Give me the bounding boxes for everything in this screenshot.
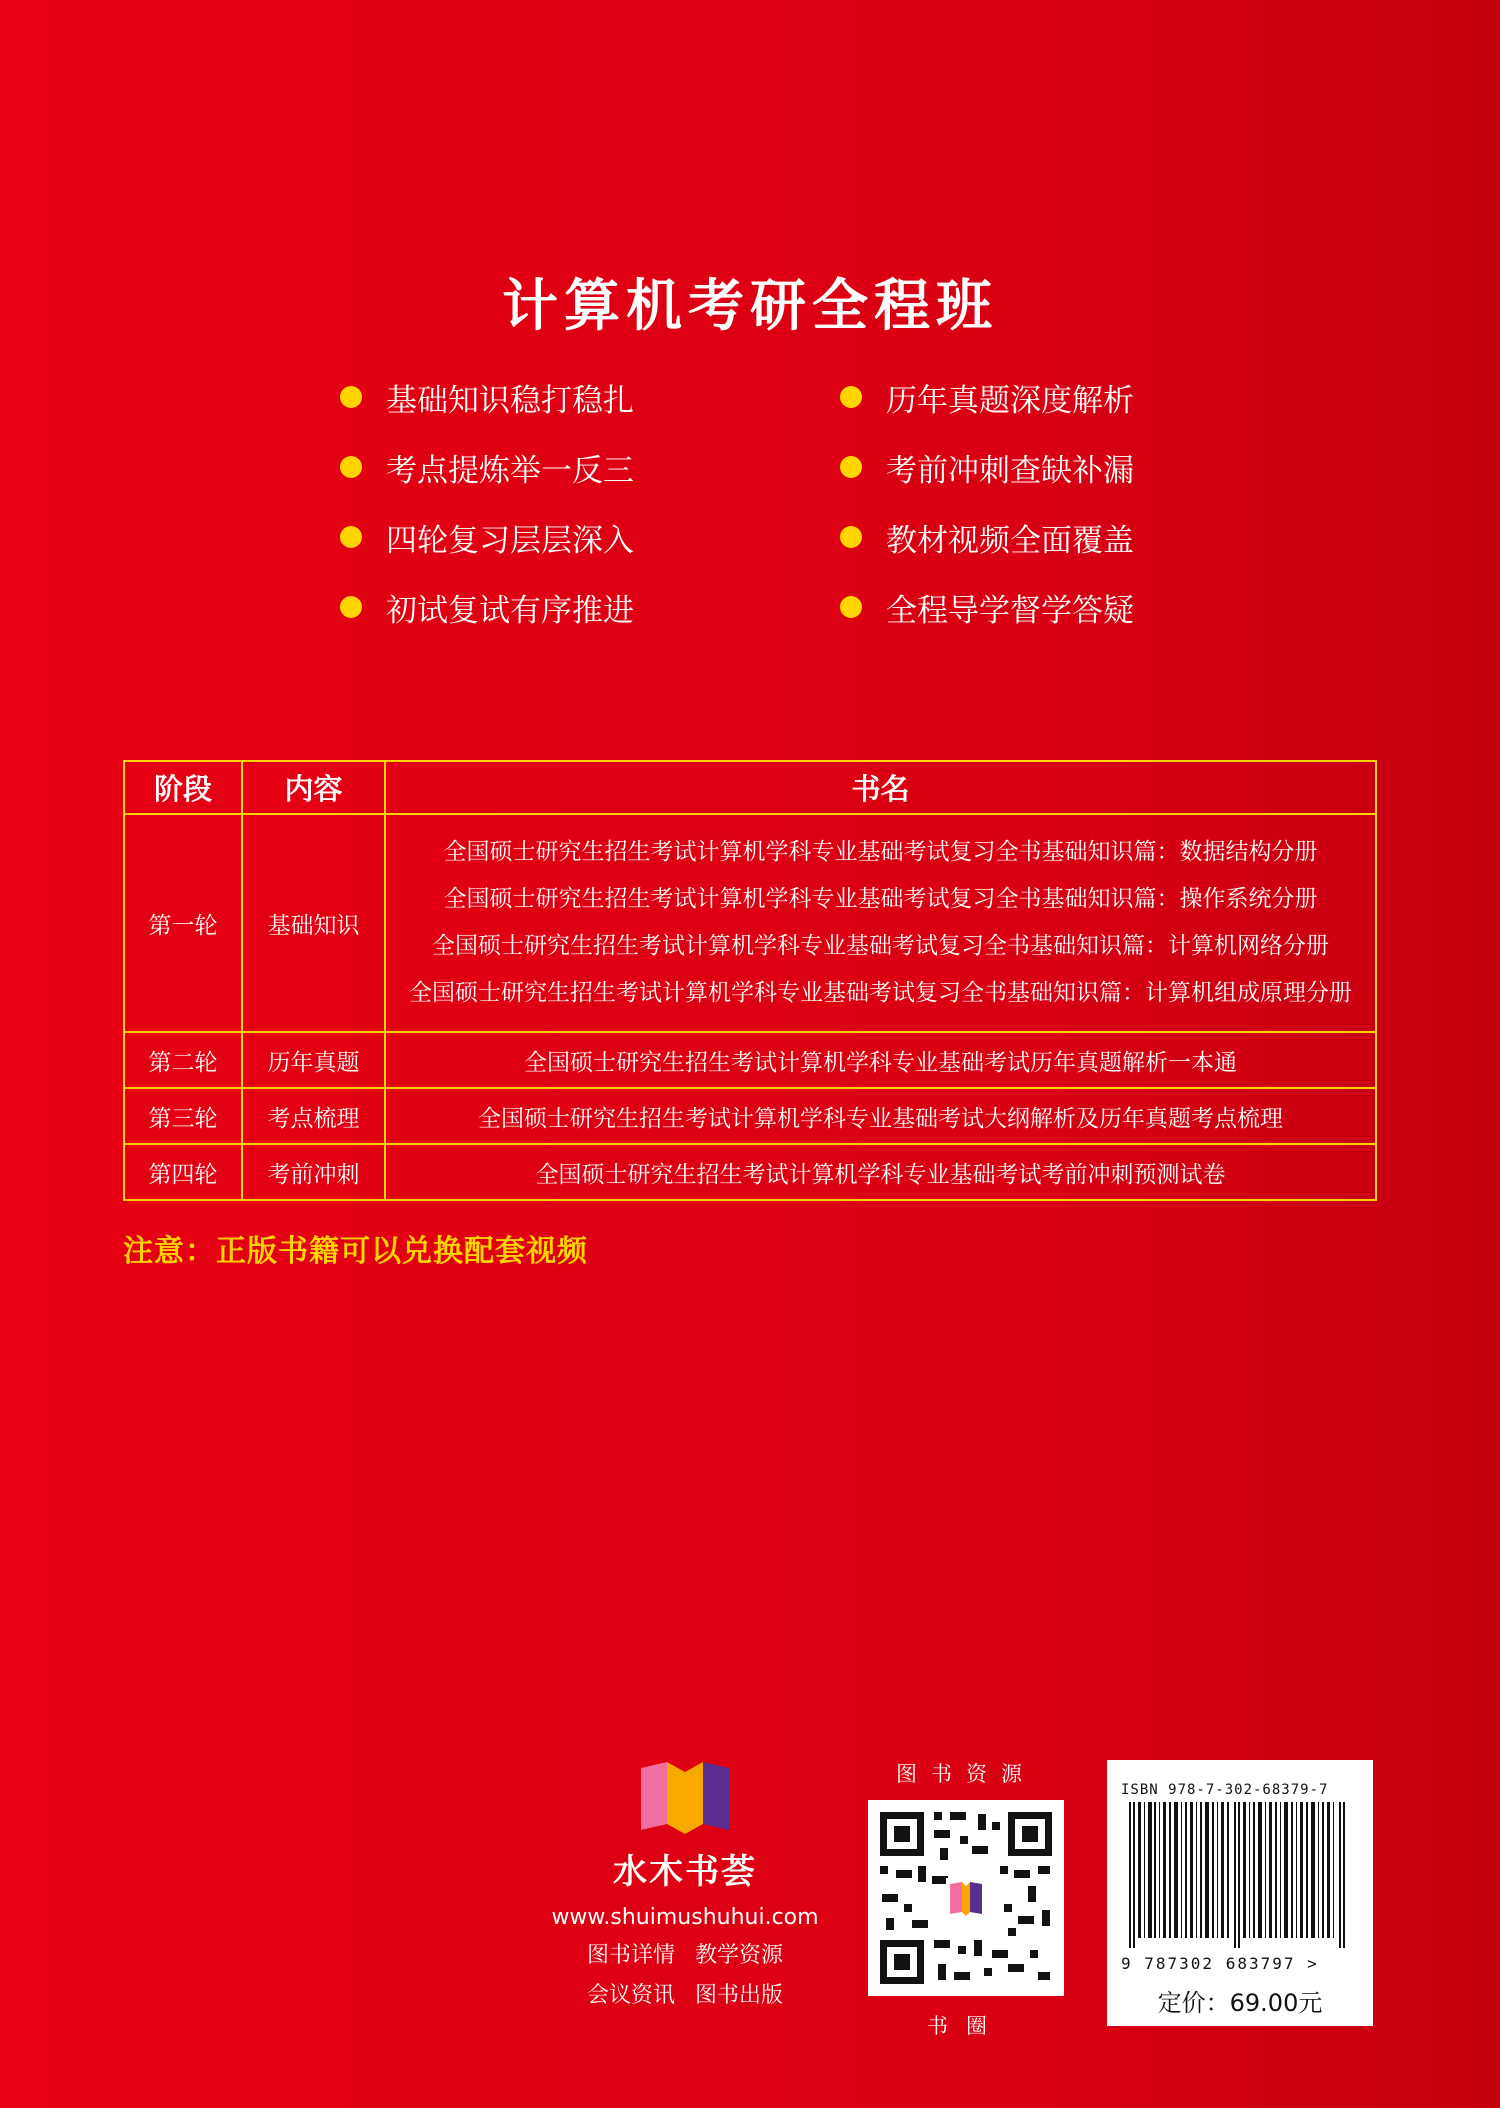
link-book-details[interactable]: 图书详情	[586, 1943, 675, 1968]
feature-list	[340, 375, 1160, 629]
table-row	[124, 1032, 1376, 1088]
isbn-digits: 9 787302 683797 >	[1121, 1954, 1319, 1973]
bullet-icon	[340, 386, 362, 408]
book-title: 全国硕士研究生招生考试计算机学科专业基础考试复习全书基础知识篇：操作系统分册	[443, 886, 1318, 912]
feature-item: 基础知识稳打稳扎	[340, 375, 840, 419]
bullet-icon	[840, 456, 862, 478]
publisher-links	[545, 1936, 825, 2016]
notice-text: 注意：正版书籍可以兑换配套视频	[123, 1234, 588, 1269]
link-teaching-resources[interactable]: 教学资源	[695, 1943, 784, 1968]
link-conference-news[interactable]: 会议资讯	[586, 1983, 675, 2008]
publisher-website[interactable]: www.shuimushuhui.com	[551, 1905, 819, 1930]
content-cell: 考点梳理	[242, 1088, 385, 1144]
content-cell: 基础知识	[242, 814, 385, 1032]
book-title: 全国硕士研究生招生考试计算机学科专业基础考试大纲解析及历年真题考点梳理	[385, 1088, 1376, 1144]
publisher-name: 水木书荟	[613, 1852, 757, 1892]
book-title: 全国硕士研究生招生考试计算机学科专业基础考试考前冲刺预测试卷	[385, 1144, 1376, 1200]
stage-cell: 第一轮	[124, 814, 242, 1032]
table-row	[124, 1144, 1376, 1200]
header-stage: 阶段	[124, 761, 242, 814]
stage-cell: 第三轮	[124, 1088, 242, 1144]
table-row	[124, 814, 1376, 1032]
feature-item: 考点提炼举一反三	[340, 445, 840, 489]
isbn-text: ISBN 978-7-302-68379-7	[1121, 1782, 1329, 1798]
page-title: 计算机考研全程班	[502, 274, 998, 339]
publisher-block	[545, 1758, 825, 2016]
book-logo-icon	[637, 1758, 733, 1838]
feature-item: 初试复试有序推进	[340, 585, 840, 629]
feature-item: 考前冲刺查缺补漏	[840, 445, 1160, 489]
bullet-icon	[340, 596, 362, 618]
study-plan-table	[123, 760, 1377, 1201]
content-cell: 考前冲刺	[242, 1144, 385, 1200]
isbn-barcode-box	[1107, 1760, 1373, 2026]
header-content: 内容	[242, 761, 385, 814]
header-books: 书名	[385, 761, 1376, 814]
feature-item: 教材视频全面覆盖	[840, 515, 1160, 559]
feature-item: 历年真题深度解析	[840, 375, 1160, 419]
bullet-icon	[840, 526, 862, 548]
book-title: 全国硕士研究生招生考试计算机学科专业基础考试复习全书基础知识篇：计算机组成原理分册	[409, 980, 1352, 1006]
book-title: 全国硕士研究生招生考试计算机学科专业基础考试复习全书基础知识篇：数据结构分册	[443, 839, 1318, 865]
table-header-row	[124, 761, 1376, 814]
qr-top-label: 图书资源	[896, 1762, 1036, 1786]
qr-block	[866, 1758, 1066, 2040]
qr-bottom-label: 书圈	[927, 2014, 1005, 2038]
stage-cell: 第四轮	[124, 1144, 242, 1200]
barcode-icon	[1121, 1798, 1359, 1948]
bullet-icon	[340, 456, 362, 478]
bullet-icon	[840, 386, 862, 408]
feature-item: 全程导学督学答疑	[840, 585, 1160, 629]
link-book-publishing[interactable]: 图书出版	[695, 1983, 784, 2008]
bullet-icon	[840, 596, 862, 618]
book-title: 全国硕士研究生招生考试计算机学科专业基础考试历年真题解析一本通	[385, 1032, 1376, 1088]
bullet-icon	[340, 526, 362, 548]
book-title: 全国硕士研究生招生考试计算机学科专业基础考试复习全书基础知识篇：计算机网络分册	[432, 933, 1329, 959]
table-row	[124, 1088, 1376, 1144]
books-cell	[385, 814, 1376, 1032]
stage-cell: 第二轮	[124, 1032, 242, 1088]
price-label: 定价：69.00元	[1157, 1989, 1323, 2017]
qr-code-icon[interactable]	[868, 1800, 1064, 1996]
content-cell: 历年真题	[242, 1032, 385, 1088]
feature-item: 四轮复习层层深入	[340, 515, 840, 559]
